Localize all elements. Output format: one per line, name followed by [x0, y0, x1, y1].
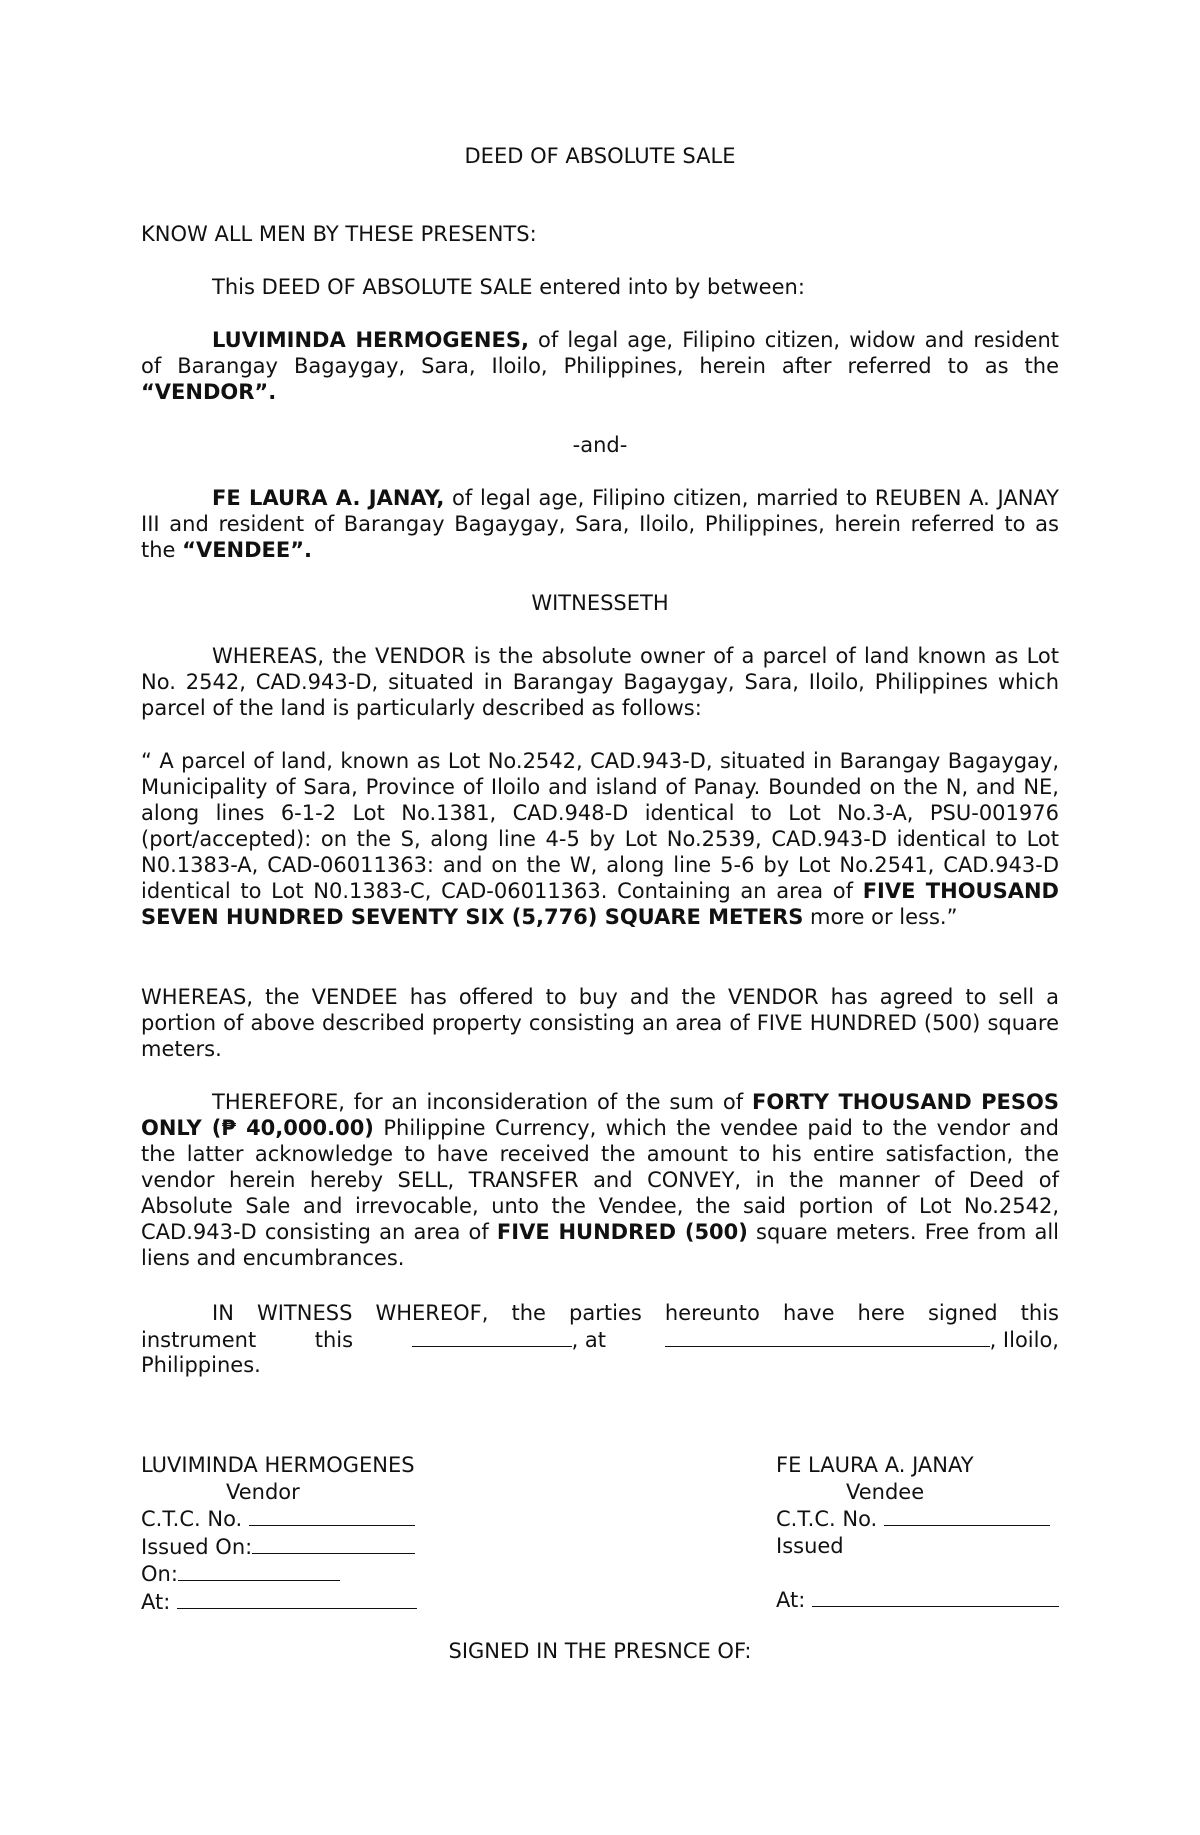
vendee-details: of legal age, Filipino citizen, married to REUBEN A. JANAY III and resident of Barangay Bagaygay, Sara, Iloilo, Philippines, herein referred to as the: [141, 486, 1059, 562]
document-title: DEED OF ABSOLUTE SALE: [464, 144, 736, 168]
description-area: FIVE THOUSAND SEVEN HUNDRED SEVENTY SIX (5,776) SQUARE METERS: [141, 879, 1059, 929]
property-description: [141, 748, 1059, 930]
witness-clause-line1: IN WITNESS WHEREOF, the parties hereunto have here signed this: [212, 1301, 1059, 1325]
vendor-ctc-blank[interactable]: [249, 1505, 415, 1526]
vendee-ctc-blank[interactable]: [884, 1505, 1050, 1526]
vendee-signature-name: FE LAURA A. JANAY: [776, 1453, 974, 1477]
witness-clause-line2: [141, 1326, 1059, 1353]
signed-in-presence-heading: SIGNED IN THE PRESNCE OF:: [448, 1639, 752, 1663]
description-end: more or less.”: [803, 905, 958, 929]
therefore-start: THEREFORE, for an inconsideration of the sum of: [212, 1090, 753, 1114]
witnesseth-heading: WITNESSETH: [531, 591, 669, 615]
witness-philippines: Philippines.: [141, 1353, 261, 1377]
vendee-name: FE LAURA A. JANAY,: [212, 486, 445, 510]
vendee-paragraph: [141, 485, 1059, 563]
vendor-role: Vendor: [226, 1479, 300, 1504]
whereas-owner-paragraph: WHEREAS, the VENDOR is the absolute owner of a parcel of land known as Lot No. 2542, CAD.943-D, situated in Barangay Bagaygay, Sara, Iloilo, Philippines which parcel of the land is particularly described as follows:: [141, 644, 1059, 720]
vendee-signature-block: [776, 1452, 1059, 1613]
description-text: “ A parcel of land, known as Lot No.2542, CAD.943-D, situated in Barangay Bagaygay, Municipality of Sara, Province of Iloilo and island of Panay. Bounded on the N, and NE, along lines 6-1-2 Lot No.1381, CAD.948-D identical to Lot No.3-A, PSU-001976 (port/accepted): on the S, along line 4-5 by Lot No.2539, CAD.943-D identical to Lot N0.1383-A, CAD-06011363: and on the W, along line 5-6 by Lot No.2541, CAD.943-D identical to Lot N0.1383-C, CAD-06011363. Containing an area of: [141, 749, 1059, 903]
vendor-paragraph: [141, 327, 1059, 405]
intro-line: This DEED OF ABSOLUTE SALE entered into by between:: [212, 275, 805, 299]
therefore-end: square meters. Free from all liens and encumbrances.: [141, 1220, 1059, 1270]
therefore-area: FIVE HUNDRED (500): [496, 1220, 748, 1244]
therefore-amount: FORTY THOUSAND PESOS ONLY (₱ 40,000.00): [141, 1090, 1059, 1140]
witness-this: this: [314, 1328, 354, 1352]
witness-iloilo: , Iloilo,: [989, 1328, 1059, 1352]
vendor-at-blank[interactable]: [177, 1588, 417, 1609]
vendee-ctc-label: C.T.C. No.: [776, 1507, 878, 1531]
whereas-offer-paragraph: WHEREAS, the VENDEE has offered to buy and the VENDOR has agreed to sell a portion of above described property consisting an area of FIVE HUNDRED (500) square meters.: [141, 985, 1059, 1061]
vendor-label: “VENDOR”.: [141, 380, 277, 404]
vendor-on-label: On:: [141, 1562, 178, 1586]
vendor-name: LUVIMINDA HERMOGENES,: [212, 328, 529, 352]
date-blank[interactable]: [412, 1326, 572, 1347]
therefore-middle: Philippine Currency, which the vendee paid to the vendor and the latter acknowledge to have received the amount to his entire satisfaction, the vendor herein hereby SELL, TRANSFER and CONVEY, in the manner of Deed of Absolute Sale and irrevocable, unto the Vendee, the said portion of Lot No.2542, CAD.943-D consisting an area of: [141, 1116, 1060, 1244]
witness-at: , at: [571, 1328, 607, 1352]
vendee-role: Vendee: [846, 1479, 925, 1504]
vendee-at-label: At:: [776, 1587, 806, 1612]
witness-instrument: instrument: [141, 1328, 257, 1352]
vendor-on-blank[interactable]: [178, 1560, 340, 1581]
vendee-issued-label: Issued: [776, 1533, 844, 1558]
vendor-at-label: At:: [141, 1589, 171, 1614]
vendor-issued-on-label: Issued On:: [141, 1534, 253, 1559]
vendor-signature-name: LUVIMINDA HERMOGENES: [141, 1453, 415, 1477]
place-blank[interactable]: [665, 1326, 990, 1347]
vendor-issued-on-blank[interactable]: [252, 1533, 415, 1554]
preamble: KNOW ALL MEN BY THESE PRESENTS:: [141, 222, 537, 246]
vendor-ctc-label: C.T.C. No.: [141, 1507, 243, 1531]
and-separator: -and-: [572, 433, 628, 457]
vendee-at-blank[interactable]: [812, 1586, 1059, 1607]
vendee-label: “VENDEE”.: [182, 538, 313, 562]
vendor-details: of legal age, Filipino citizen, widow and resident of Barangay Bagaygay, Sara, Iloilo, Philippines, herein after referred to as the: [141, 328, 1059, 378]
therefore-paragraph: [141, 1089, 1059, 1271]
vendor-signature-block: [141, 1452, 417, 1615]
